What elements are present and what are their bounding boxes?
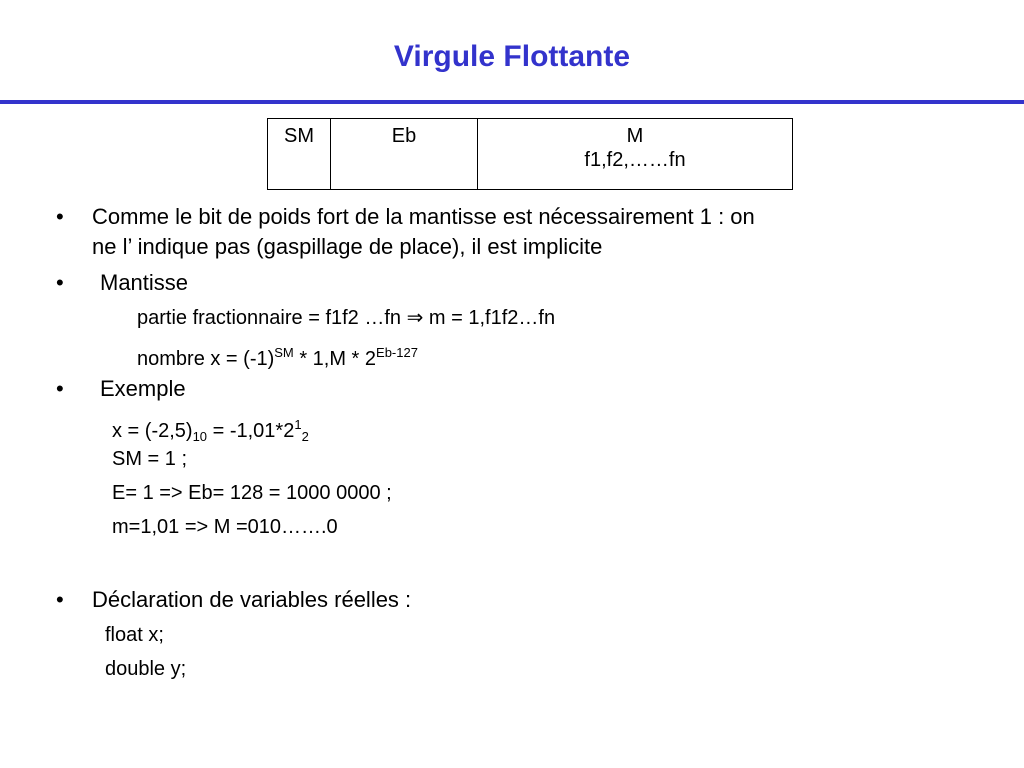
bullet-marker: •: [56, 587, 64, 612]
example-exponent: 1: [294, 417, 302, 432]
nombre-formula-line: [137, 340, 418, 372]
m-cell-label: M: [626, 125, 644, 147]
float-format-table: [267, 118, 793, 190]
example-base-10: 10: [192, 429, 208, 444]
sm-cell: SM: [268, 119, 331, 190]
bullet-marker: •: [56, 270, 64, 295]
bullet-marker: •: [56, 376, 64, 401]
implicit-bit-line1: Comme le bit de poids fort de la mantisse est nécessairement 1 : on: [92, 204, 755, 229]
double-declaration: double y;: [105, 658, 187, 680]
example-text: = -1,01*2: [207, 420, 295, 442]
formula-text: nombre x = (-1): [137, 348, 275, 370]
formula-text: * 1,M * 2: [293, 348, 377, 370]
implicit-bit-line2: ne l’ indique pas (gaspillage de place), il est implicite: [92, 234, 603, 259]
example-e-line: E= 1 => Eb= 128 = 1000 0000 ;: [112, 482, 392, 504]
slide-title: Virgule Flottante: [393, 40, 631, 73]
exemple-heading: Exemple: [100, 376, 186, 401]
bullet-marker: •: [56, 204, 64, 229]
example-base-2: 2: [301, 429, 309, 444]
float-declaration: float x;: [105, 624, 164, 646]
eb-cell: Eb: [331, 119, 478, 190]
mantisse-heading: Mantisse: [100, 270, 189, 295]
partie-fractionnaire-line: partie fractionnaire = f1f2 …fn ⇒ m = 1,f1f2…fn: [137, 307, 556, 329]
formula-exponent-sm: SM: [274, 345, 294, 360]
title-divider: [0, 100, 1024, 104]
declaration-heading: Déclaration de variables réelles :: [92, 587, 412, 612]
formula-exponent-eb: Eb-127: [376, 345, 418, 360]
m-cell-fraction: f1,f2,……fn: [584, 149, 686, 171]
example-sm-line: SM = 1 ;: [112, 448, 188, 470]
example-text: x = (-2,5): [112, 420, 193, 442]
example-m-line: m=1,01 => M =010…….0: [112, 516, 338, 538]
m-cell: [478, 119, 793, 190]
example-x-line: [112, 412, 309, 450]
table-row: [268, 119, 793, 190]
